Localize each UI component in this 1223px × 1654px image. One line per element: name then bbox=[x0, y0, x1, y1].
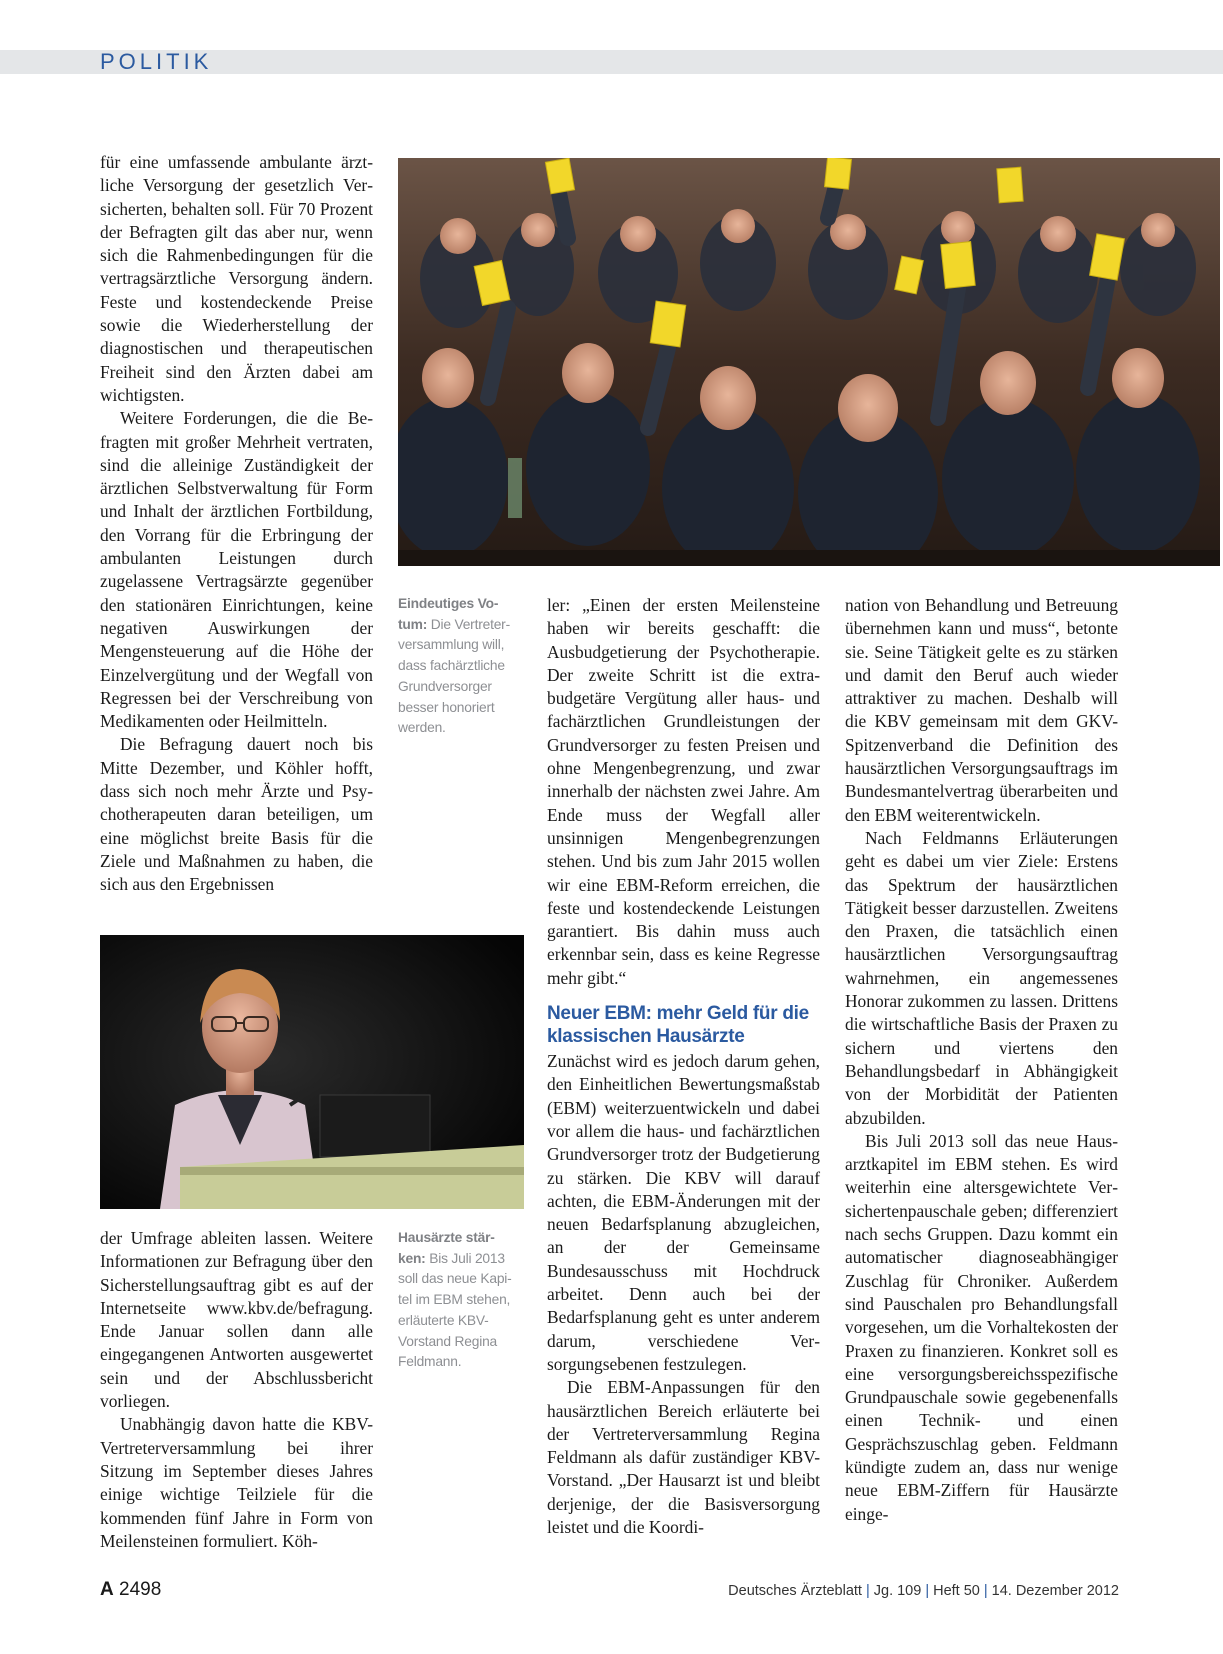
separator: | bbox=[865, 1583, 870, 1599]
paragraph: Weitere Forderungen, die die Befragten mit großer Mehrheit vertraten, sind die alleinige Zuständigkeit der ärztlichen Selbstverwaltung für Form und Inhalt der ärztlichen Fortbildung, den Vorrang für die Erbringung der ambulanten Leistungen durch zugelassene Vertragsärzte gegenüber den stationären Einrichtungen, keine negativen Auswirkungen der Mengensteuerung auf die Höhe der Einzelvergütung und der Wegfall von Regressen bei der Verschreibung von Medikamenten oder Heilmitteln. bbox=[100, 408, 373, 732]
paragraph: Unabhängig davon hatte die KBV-Vertreterversammlung bei ihrer Sitzung im September dieses Jahres einige wichtige Teilziele für die kommenden fünf Jahre in Form von Meilensteinen formuliert. Köh- bbox=[100, 1414, 373, 1551]
paragraph: Zunächst wird es jedoch darum gehen, den Einheitlichen Bewertungsmaßstab (EBM) weiterzuentwickeln und dabei vor allem die haus- und fachärztlichen Grundversorger trotz der Budgetierung zu stärken. Die KBV will darauf achten, die EBM-Änderungen mit der neuen Bedarfsplanung abzugleichen, an der der Gemeinsame Bundesausschuss mit Hochdruck arbeitet. Denn auch bei der Bedarfsplanung geht es unter anderem darum, verschiedene Versorgungsebenen festzulegen. bbox=[547, 1051, 820, 1374]
caption-lead: Eindeutiges Votum: bbox=[398, 596, 499, 632]
separator: | bbox=[925, 1583, 930, 1599]
photo-delegates-voting-image bbox=[398, 158, 1220, 566]
paragraph: Nach Feldmanns Erläuterungen geht es dabei um vier Ziele: Erstens das Spektrum der hausärztlichen Tätigkeit besser darzustellen. Zweitens den Praxen, die tatsächlich einen hausärztlichen Versorgungsauftrag wahrnehmen, ein angemessenes Honorar zukommen zu lassen. Drittens die wirtschaftliche Basis der Praxen zu sichern und viertens den Behandlungsbedarf in Abhängigkeit von der Morbidität der Patienten abzubilden. bbox=[845, 827, 1118, 1128]
journal-name: Deutsches Ärzteblatt bbox=[728, 1583, 862, 1599]
paragraph: für eine umfassende ambulante ärztliche Versorgung der gesetzlich Versicherten, behalten soll. Für 70 Prozent der Befragten gilt das aber nur, wenn sich die Rahmenbedingungen für die vertragsärztliche Versorgung ändern. Feste und kostendeckende Preise sowie die Wiederherstellung der diagnostischen und therapeutischen Freiheit sind den Ärzten dabei am wichtigsten. bbox=[100, 152, 373, 405]
caption-text: Die Vertreterversammlung will, dass fachärztliche Grundversorger besser honoriert werden. bbox=[398, 616, 511, 736]
article-column-right bbox=[845, 594, 1118, 1526]
photo-caption-speaker bbox=[398, 1228, 513, 1373]
paragraph: Die EBM-Anpassungen für den hausärztlichen Bereich erläuterte bei der Vertreterversammlung Regina Feldmann als dafür zuständiger KBV-Vorstand. „Der Hausarzt ist und bleibt derjenige, der die Basisversorgung leistet und die Koordi- bbox=[547, 1377, 820, 1537]
subheading: Neuer EBM: mehr Geld für die klassischen Hausärzte bbox=[547, 1003, 809, 1048]
journal-volume: Jg. 109 bbox=[873, 1583, 922, 1599]
separator: | bbox=[983, 1583, 988, 1599]
photo-caption-vote bbox=[398, 594, 513, 739]
journal-issue: Heft 50 bbox=[933, 1583, 980, 1599]
page-prefix: A bbox=[100, 1579, 114, 1600]
paragraph: nation von Behandlung und Betreuung übernehmen kann und muss“, betonte sie. Seine Tätigkeit gelte es zu stärken und damit den Beruf auch wieder attraktiver zu machen. Deshalb will die KBV gemeinsam mit dem GKV-Spitzenverband die Definition des hausärztlichen Versorgungsauftrags im Bundesmantelvertrag überarbeiten und den EBM weiterentwickeln. bbox=[845, 595, 1118, 825]
journal-date: 14. Dezember 2012 bbox=[991, 1583, 1119, 1599]
paragraph: der Umfrage ableiten lassen. Weitere Informationen zur Befragung über den Sicherstellungsauftrag gibt es auf der Internetseite www.kbv.de/befragung. Ende Januar sollen dann alle eingegangenen Antworten ausgewertet sein und der Abschlussbericht vorliegen. bbox=[100, 1228, 373, 1412]
caption-lead: Hausärzte stärken: bbox=[398, 1230, 495, 1266]
page-number-value: 2498 bbox=[119, 1579, 162, 1600]
article-column-left-top bbox=[100, 151, 373, 897]
photo-delegates-voting bbox=[398, 158, 1220, 566]
article-column-left-bottom bbox=[100, 1227, 373, 1553]
article-column-middle bbox=[547, 594, 820, 1539]
page-number bbox=[100, 1578, 161, 1602]
paragraph: Bis Juli 2013 soll das neue Hausarztkapitel im EBM stehen. Es wird weiterhin eine altersgewichtete Versichertenpauschale geben; differenziert nach sechs Gruppen. Dazu kommt ein automatischer diagnoseabhängiger Zuschlag für Chroniker. Außerdem sind Pauschalen pro Behandlungsfall vorgesehen, um die Vorhaltekosten der Praxen zu finanzieren. Konkret soll es eine versorgungsbereichsspezifische Grundpauschale sowie gegebenenfalls einen Technik- und einen Gesprächszuschlag geben. Feldmann kündigte zudem an, dass nur wenige neue EBM-Ziffern für Hausärzte einge- bbox=[845, 1130, 1118, 1524]
paragraph: ler: „Einen der ersten Meilensteine haben wir bereits geschafft: die Ausbudgetierung der Psychotherapie. Der zweite Schritt ist die extrabudgetäre Vergütung aller haus- und fachärztlichen Grundleistungen der Grundversorger zu festen Preisen und ohne Mengenbegrenzung, und zwar innerhalb der nächsten zwei Jahre. Am Ende muss der Wegfall aller unsinnigen Mengenbegrenzungen stehen. Und bis zum Jahr 2015 wollen wir eine EBM-Reform erreichen, die feste und kostendeckende Leistungen garantiert. Bis dahin muss auch erkennbar sein, dass es keine Regresse mehr gibt.“ bbox=[547, 595, 820, 988]
paragraph: Die Befragung dauert noch bis Mitte Dezember, und Köhler hofft, dass sich noch mehr Ärzte und Psychotherapeuten daran beteiligen, um eine möglichst breite Basis für die Ziele und Maßnahmen zu haben, die sich aus den Ergebnissen bbox=[100, 734, 373, 895]
caption-text: Bis Juli 2013 soll das neue Kapitel im EBM stehen, erläuterte KBV-Vorstand Regina Feldmann. bbox=[398, 1250, 512, 1370]
photo-speaker-image bbox=[100, 935, 524, 1209]
section-title: POLITIK bbox=[100, 49, 213, 74]
photo-speaker-at-podium bbox=[100, 935, 524, 1209]
journal-footer bbox=[728, 1581, 1119, 1601]
